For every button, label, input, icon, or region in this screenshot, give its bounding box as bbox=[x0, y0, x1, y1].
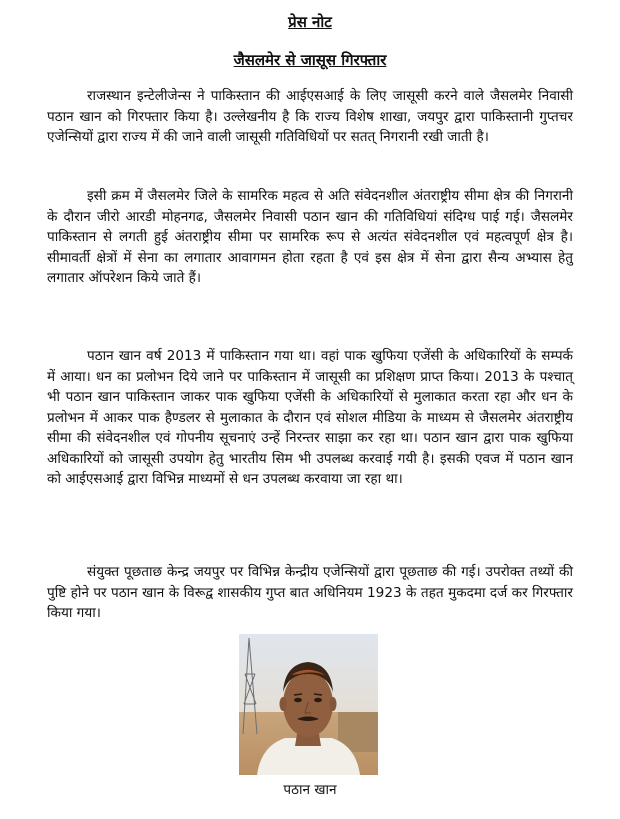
suspect-photo bbox=[239, 634, 378, 775]
paragraph-1: राजस्थान इन्टेलीजेन्स ने पाकिस्तान की आईएसआई के लिए जासूसी करने वाले जैसलमेर निवासी पठान खान को गिरफ्तार किया है। उल्लेखनीय है कि राज्य विशेष शाखा, जयपुर द्वारा पाकिस्तानी गुप्तचर एजेन्सियों द्वारा राज्य में की जाने वाली जासूसी गतिविधियों पर सतत् निगरानी रखी जाती है। bbox=[47, 88, 573, 145]
portrait-image bbox=[239, 634, 378, 775]
paragraph-3: पठान खान वर्ष 2013 में पाकिस्तान गया था। वहां पाक खुफिया एजेंसी के अधिकारियों के सम्पर्क में आया। धन का प्रलोभन दिये जाने पर पाकिस्तान में जासूसी का प्रशिक्षण प्राप्त किया। 2013 के पश्चात् भी पठान खान पाकिस्तान जाकर पाक खुफिया एजेंसी के अधिकारियों से मुलाकात करता रहा और धन के प्रलोभन में आकर पाक हैण्डलर से मुलाकात के दौरान एवं सोशल मीडिया के माध्यम से जैसलमेर अंतराष्ट्रीय सीमा की संवेदनशील एवं गोपनीय सूचनाएं उन्हें निरन्तर साझा कर रहा था। पठान खान द्वारा पाक खुफिया अधिकारियों को जासूसी उपयोग हेतु भारतीय सिम भी उपलब्ध करवाई गयी है। इसकी एवज में पठान खान को आईएसआई द्वारा विभिन्न माध्यमों से धन उपलब्ध करवाया जा रहा था। bbox=[47, 348, 573, 487]
paragraph-4: संयुक्त पूछताछ केन्द्र जयपुर पर विभिन्न केन्द्रीय एजेन्सियों द्वारा पूछताछ की गई। उपरोक्त तथ्यों की पुष्टि होने पर पठान खान के विरूद्व शासकीय गुप्त बात अधिनियम 1923 के तहत मुकदमा दर्ज कर गिरफ्तार किया गया। bbox=[47, 564, 573, 621]
photo-caption: पठान खान bbox=[283, 782, 337, 798]
document-subheading: जैसलमेर से जासूस गिरफ्तार bbox=[233, 51, 387, 69]
document-heading: प्रेस नोट bbox=[288, 13, 332, 31]
paragraph-2: इसी क्रम में जैसलमेर जिले के सामरिक महत्व से अति संवेदनशील अंतराष्ट्रीय सीमा क्षेत्र की निगरानी के दौरान जीरो आरडी मोहनगढ, जैसलमेर निवासी पठान खान की गतिविधियां संदिग्ध पाई गई। जैसलमेर पाकिस्तान से लगती हुई अंतराष्ट्रीय सीमा पर सामरिक रूप से अत्यंत संवेदनशील एवं महत्वपूर्ण क्षेत्र है। सीमावर्ती क्षेत्रों में सेना का लगातार आवागमन होता रहता है एवं इस क्षेत्र में सेना द्वारा सैन्य अभ्यास हेतु लगातार ऑपरेशन किये जाते हैं। bbox=[47, 188, 573, 286]
